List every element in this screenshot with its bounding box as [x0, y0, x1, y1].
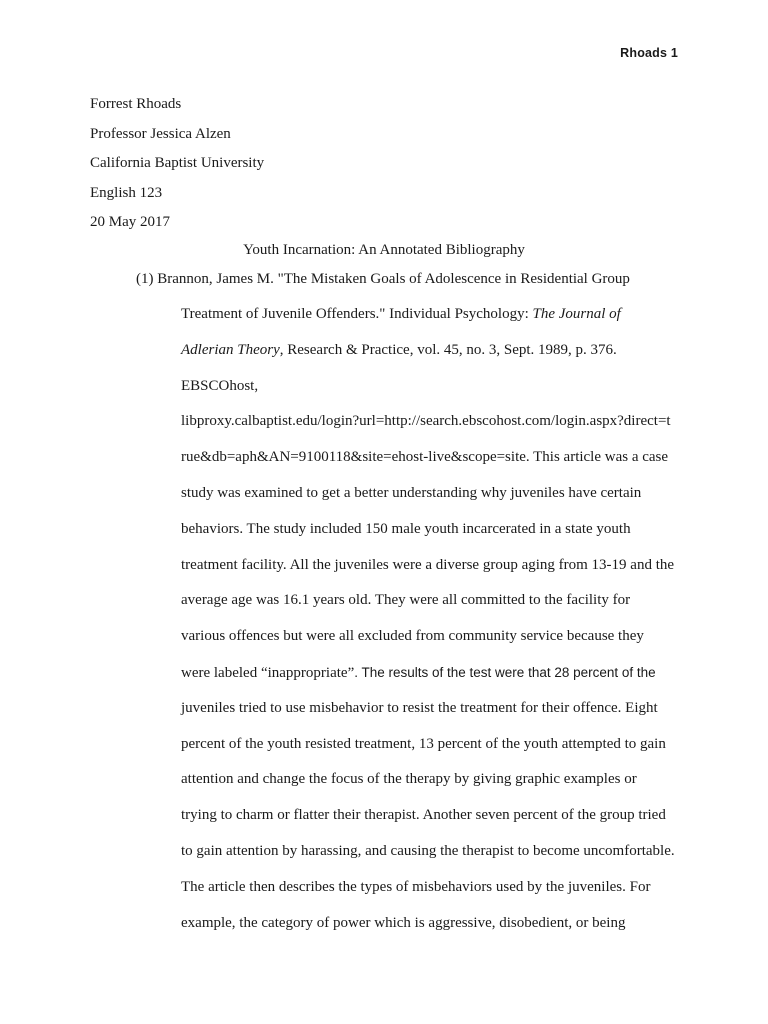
body-text-sans: . The results of the test were that 28 percent of the — [354, 664, 656, 680]
body-line-5: libproxy.calbaptist.edu/login?url=http://search.ebscohost.com/login.aspx?direct=t — [181, 413, 671, 430]
body-line-16: trying to charm or flatter their therapist. Another seven percent of the group tried — [181, 807, 666, 824]
body-line-12 — [181, 660, 681, 696]
body-line-19: example, the category of power which is aggressive, disobedient, or being — [181, 914, 626, 931]
journal-title: The Journal of — [532, 306, 621, 322]
university-name: California Baptist University — [90, 155, 265, 171]
body-line-7: study was examined to get a better understanding why juveniles have certain — [181, 484, 642, 501]
body-line-4: EBSCOhost, — [181, 377, 259, 394]
author-name: Forrest Rhoads — [90, 96, 182, 112]
body-line-18: The article then describes the types of misbehaviors used by the juveniles. For — [181, 878, 651, 895]
professor-name: Professor Jessica Alzen — [90, 125, 231, 142]
body-line-14: percent of the youth resisted treatment, 13 percent of the youth attempted to gain — [181, 735, 666, 752]
body-line-9: treatment facility. All the juveniles were a diverse group aging from 13-19 and the — [181, 556, 675, 573]
document-date: 20 May 2017 — [90, 214, 170, 230]
body-line-13: juveniles tried to use misbehavior to resist the treatment for their offence. Eight — [181, 699, 658, 716]
body-line-15: attention and change the focus of the therapy by giving graphic examples or — [181, 771, 637, 788]
body-text: Treatment of Juvenile Offenders." Individual Psychology: — [181, 306, 533, 322]
body-line-8: behaviors. The study included 150 male youth incarcerated in a state youth — [181, 520, 631, 537]
body-line-6: rue&db=aph&AN=9100118&site=ehost-live&scope=site. This article was a case — [181, 449, 669, 466]
body-line-3 — [181, 338, 681, 374]
journal-title-cont: Adlerian Theory — [181, 341, 280, 358]
body-line-2 — [181, 302, 681, 338]
page-number-header: Rhoads 1 — [620, 46, 678, 60]
body-text: , Research & Practice, vol. 45, no. 3, Sept. 1989, p. 376. — [279, 341, 617, 358]
citation-body — [181, 302, 681, 946]
mla-heading — [90, 90, 264, 238]
document-title: Youth Incarnation: An Annotated Bibliography — [243, 242, 525, 258]
body-line-10: average age was 16.1 years old. They were all committed to the facility for — [181, 592, 631, 609]
body-line-11: various offences but were all excluded from community service because they — [181, 628, 644, 645]
body-line-17: to gain attention by harassing, and causing the therapist to become uncomfortable. — [181, 842, 675, 859]
course-name: English 123 — [90, 184, 163, 201]
body-text: were labeled “inappropriate” — [181, 664, 355, 681]
citation-first-line: (1) Brannon, James M. "The Mistaken Goals of Adolescence in Residential Group — [136, 271, 630, 287]
